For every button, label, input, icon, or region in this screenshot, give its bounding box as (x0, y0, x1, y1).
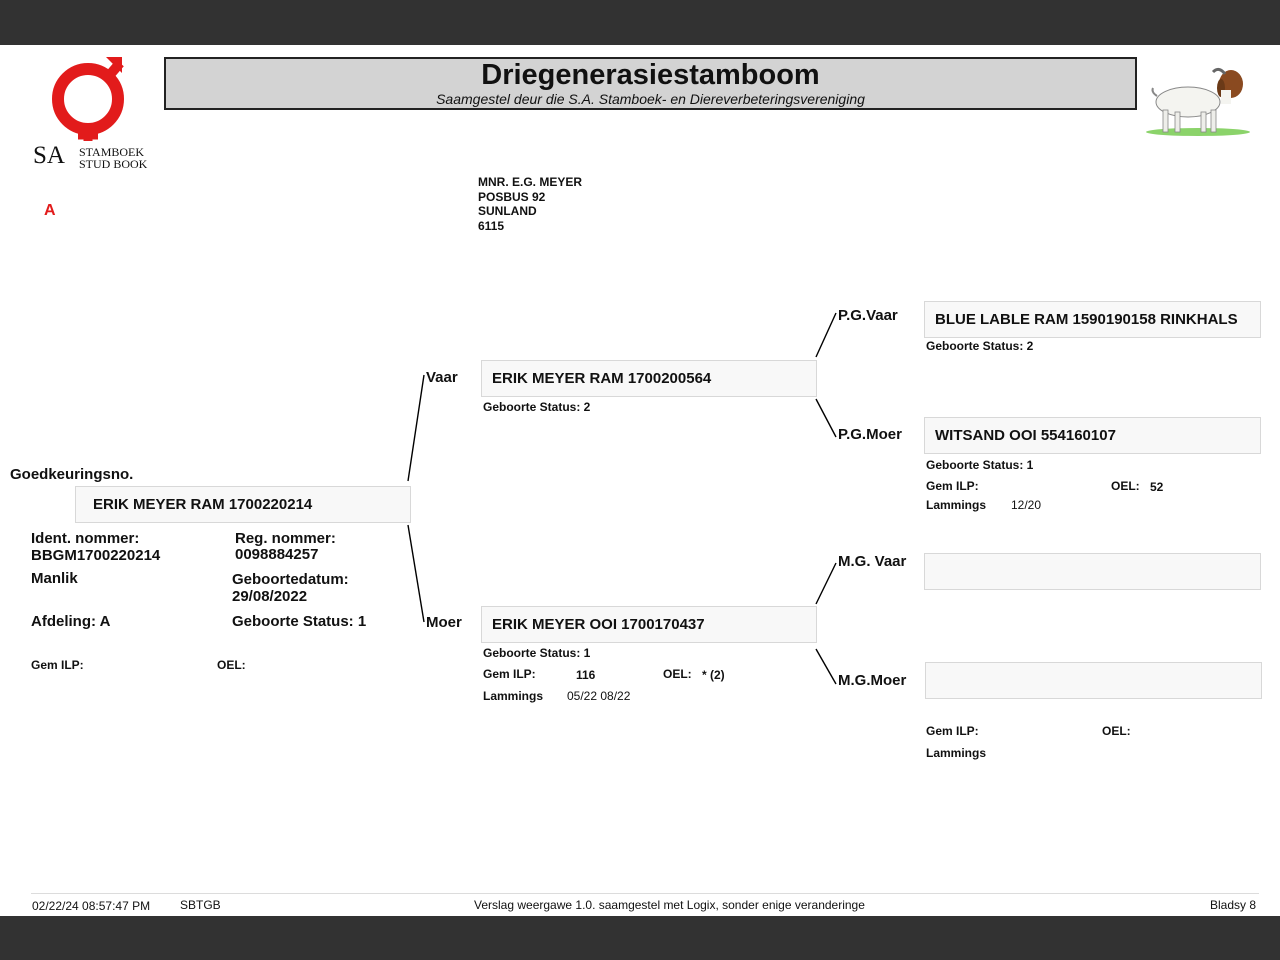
sire-to-pgd-line (816, 399, 836, 437)
dam-birth-status: Geboorte Status: 1 (483, 646, 591, 660)
pgd-lammings-label: Lammings (926, 498, 987, 512)
subject-name-box: ERIK MEYER RAM 1700220214 (75, 486, 411, 523)
sire-name-box: ERIK MEYER RAM 1700200564 (481, 360, 817, 397)
owner-postbox: POSBUS 92 (478, 189, 546, 204)
owner-name: MNR. E.G. MEYER (478, 175, 583, 189)
section-marker: A (44, 202, 56, 219)
mgs-label: M.G. Vaar (838, 553, 907, 570)
footer-divider (31, 893, 1259, 894)
logo-line1: STAMBOEK (79, 145, 145, 159)
pgd-birth-status: Geboorte Status: 1 (926, 458, 1034, 472)
sire-label: Vaar (426, 369, 458, 386)
dam-name-box: ERIK MEYER OOI 1700170437 (481, 606, 817, 643)
subject-birth-status: Geboorte Status: 1 (232, 613, 367, 630)
pgs-label: P.G.Vaar (838, 307, 898, 324)
subject-sex: Manlik (31, 570, 78, 587)
page-subtitle: Saamgestel deur die S.A. Stamboek- en Diereverbeteringsvereniging (436, 91, 865, 107)
pgs-birth-status: Geboorte Status: 2 (926, 339, 1034, 353)
logo-line2: STUD BOOK (79, 157, 148, 171)
dam-lammings-label: Lammings (483, 689, 544, 703)
dam-to-mgd-line (816, 649, 836, 684)
subject-gem-ilp-label: Gem ILP: (31, 658, 84, 672)
approval-label: Goedkeuringsno. (10, 466, 134, 483)
mgd-lammings-label: Lammings (926, 746, 987, 760)
logo-sa-text: SA (33, 142, 65, 169)
dam-oel-value: * (2) (702, 668, 725, 682)
subject-to-sire-line (408, 375, 424, 481)
pgd-oel-label: OEL: (1111, 479, 1140, 493)
dam-gem-ilp-value: 116 (576, 668, 596, 682)
owner-postcode: 6115 (478, 218, 505, 233)
subject-oel-label: OEL: (217, 658, 246, 672)
subject-ident-value: BBGM1700220214 (31, 547, 161, 564)
dam-oel-label: OEL: (663, 667, 692, 681)
subject-reg-value: 0098884257 (235, 546, 319, 563)
mgd-name-box (925, 662, 1262, 699)
sire-to-pgs-line (816, 313, 836, 357)
dam-label: Moer (426, 614, 462, 631)
subject-section: Afdeling: A (31, 613, 111, 630)
mgd-label: M.G.Moer (838, 672, 907, 689)
pgs-name-box: BLUE LABLE RAM 1590190158 RINKHALS (924, 301, 1261, 338)
subject-dob-label: Geboortedatum: (232, 571, 349, 588)
mgd-oel-label: OEL: (1102, 724, 1131, 738)
subject-reg-label: Reg. nommer: (235, 530, 336, 547)
footer-timestamp: 02/22/24 08:57:47 PM (32, 899, 151, 913)
subject-ident-label: Ident. nommer: (31, 530, 140, 547)
footer-page-number: Bladsy 8 (1210, 898, 1257, 912)
pgd-name-box: WITSAND OOI 554160107 (924, 417, 1261, 454)
dam-to-mgs-line (816, 563, 836, 604)
dam-lammings-value: 05/22 08/22 (567, 689, 631, 703)
footer-note: Verslag weergawe 1.0. saamgestel met Logix, sonder enige veranderinge (474, 898, 865, 912)
pgd-oel-value: 52 (1150, 480, 1164, 494)
subject-to-dam-line (408, 525, 424, 622)
mgs-name-box (924, 553, 1261, 590)
pgd-gem-ilp-label: Gem ILP: (926, 479, 979, 493)
owner-town: SUNLAND (478, 204, 537, 218)
mgd-gem-ilp-label: Gem ILP: (926, 724, 979, 738)
subject-dob-value: 29/08/2022 (232, 588, 308, 605)
pgd-lammings-value: 12/20 (1011, 498, 1042, 512)
footer-code: SBTGB (180, 898, 221, 912)
dam-gem-ilp-label: Gem ILP: (483, 667, 536, 681)
page-title: Driegenerasiestamboom (481, 59, 820, 91)
pgd-label: P.G.Moer (838, 426, 902, 443)
sire-birth-status: Geboorte Status: 2 (483, 400, 591, 414)
